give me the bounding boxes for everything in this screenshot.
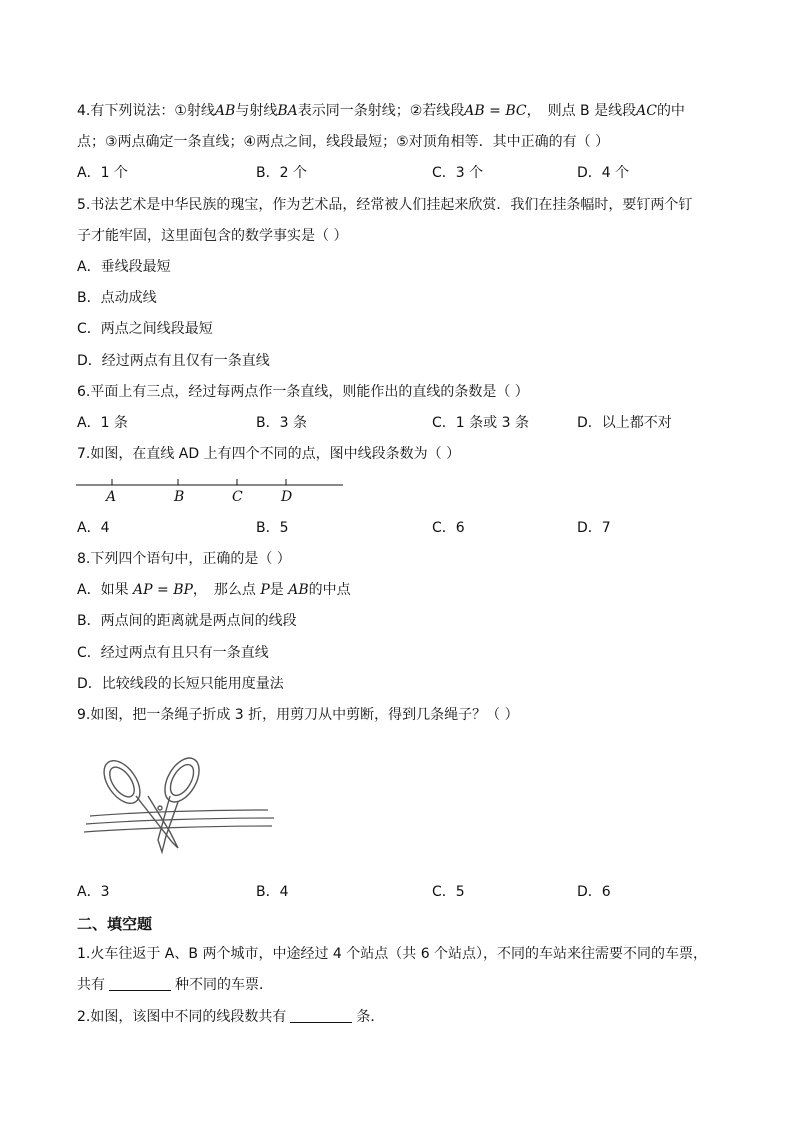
q9-option-d[interactable]: D．6	[577, 884, 611, 900]
q4-line2: 点；③两点确定一条直线；④两点之间，线段最短；⑤对顶角相等．其中正确的有（ ）	[77, 134, 610, 150]
scissors-icon	[97, 752, 206, 852]
point-label-d: D	[281, 489, 293, 505]
q4-text-d: ， 则点 B 是线段	[526, 103, 637, 119]
answer-blank-1[interactable]	[109, 976, 171, 991]
math-ab: AB	[288, 582, 309, 598]
q4-option-c[interactable]: C．3 个	[432, 165, 484, 181]
q4-option-b[interactable]: B．2 个	[256, 165, 307, 181]
q5-line2: 子才能牢固，这里面包含的数学事实是（ ）	[77, 228, 348, 244]
s2-q1-text-pre: 共有	[77, 977, 105, 993]
q5-option-c[interactable]: C．两点之间线段最短	[77, 321, 213, 337]
q6-option-d[interactable]: D．以上都不对	[577, 415, 672, 431]
q6-option-b[interactable]: B．3 条	[256, 415, 307, 431]
point-label-c: C	[232, 489, 243, 505]
q8-a-text-mid2: 是	[269, 582, 284, 598]
section-title-fill-in: 二、填空题	[77, 915, 153, 933]
s2-q2-line1	[77, 1007, 384, 1027]
q4-option-a[interactable]: A．1 个	[77, 165, 128, 181]
q8-line1: 8.下列四个语句中，正确的是（ ）	[77, 551, 291, 567]
q7-option-a[interactable]: A．4	[77, 520, 110, 536]
q8-option-c[interactable]: C．经过两点有且只有一条直线	[77, 645, 269, 661]
q9-option-a[interactable]: A．3	[77, 884, 110, 900]
math-ab: AB	[214, 103, 236, 119]
math-p: P	[260, 582, 270, 598]
q7-option-c[interactable]: C．6	[432, 520, 465, 536]
q5-option-d[interactable]: D．经过两点有且仅有一条直线	[77, 353, 270, 369]
q4-text-a: 4.有下列说法：①射线	[77, 103, 215, 119]
q7-line1: 7.如图，在直线 AD 上有四个不同的点，图中线段条数为（ ）	[77, 446, 461, 462]
math-ba: BA	[277, 103, 298, 119]
s2-q1-text-post: 种不同的车票．	[175, 977, 273, 993]
q8-option-d[interactable]: D．比较线段的长短只能用度量法	[77, 676, 284, 692]
q9-option-c[interactable]: C．5	[432, 884, 465, 900]
point-label-b: B	[174, 489, 185, 505]
q4-line1	[77, 101, 685, 121]
q6-option-a[interactable]: A．1 条	[77, 415, 128, 431]
answer-blank-2[interactable]	[290, 1008, 352, 1023]
q7-option-b[interactable]: B．5	[256, 520, 289, 536]
math-ap-eq-bp: AP = BP	[133, 582, 193, 598]
q8-a-text-post: 的中点	[308, 582, 351, 598]
q4-text-e: 的中	[656, 103, 685, 119]
scissors-rope-figure	[78, 752, 278, 862]
q6-line1: 6.平面上有三点，经过每两点作一条直线，则能作出的直线的条数是（ ）	[77, 384, 529, 400]
q9-line1: 9.如图，把一条绳子折成 3 折，用剪刀从中剪断，得到几条绳子？（ ）	[77, 707, 519, 723]
math-ab-eq-bc: AB = BC	[464, 103, 527, 119]
q5-option-b[interactable]: B．点动成线	[77, 290, 157, 306]
q8-a-text-mid: ， 那么点	[192, 582, 256, 598]
s2-q1-line1: 1.火车往返于 A、B 两个城市，中途经过 4 个站点（共 6 个站点），不同的车站来往需要不同的车票，	[77, 946, 708, 962]
q5-option-a[interactable]: A．垂线段最短	[77, 259, 171, 275]
s2-q1-line2	[77, 975, 273, 995]
q6-option-c[interactable]: C．1 条或 3 条	[432, 415, 529, 431]
s2-q2-text-post: 条．	[356, 1009, 385, 1025]
q8-option-a[interactable]	[77, 580, 351, 600]
rope-icon	[84, 810, 274, 832]
q7-option-d[interactable]: D．7	[577, 520, 611, 536]
point-label-a: A	[106, 489, 117, 505]
q9-option-b[interactable]: B．4	[256, 884, 289, 900]
q4-text-b: 与射线	[235, 103, 278, 119]
s2-q2-text-pre: 2.如图，该图中不同的线段数共有	[77, 1009, 287, 1025]
q5-line1: 5.书法艺术是中华民族的瑰宝，作为艺术品，经常被人们挂起来欣赏．我们在挂条幅时，要钉两个钉	[77, 197, 693, 213]
q8-a-text-pre: A．如果	[77, 582, 129, 598]
math-ac: AC	[636, 103, 657, 119]
q4-option-d[interactable]: D．4 个	[577, 165, 630, 181]
q4-text-c: 表示同一条射线；②若线段	[297, 103, 465, 119]
q8-option-b[interactable]: B．两点间的距离就是两点间的线段	[77, 613, 297, 629]
q7-line-figure	[70, 474, 350, 506]
